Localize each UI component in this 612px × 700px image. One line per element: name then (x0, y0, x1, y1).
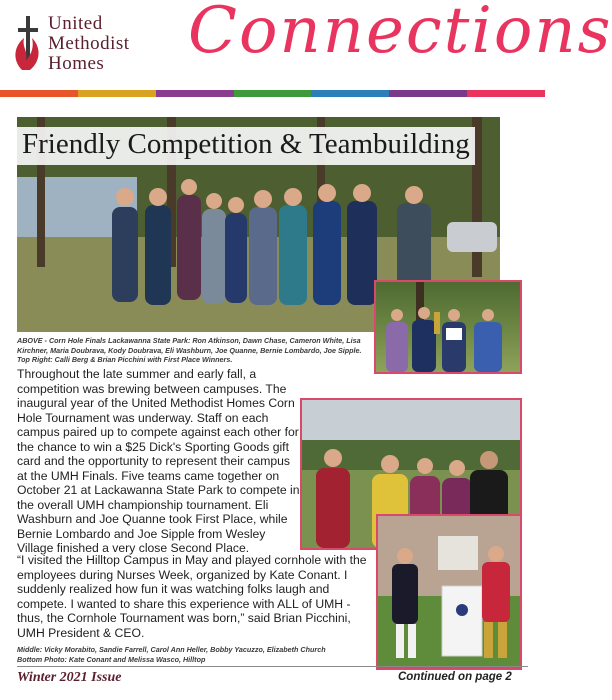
photo-credits (17, 645, 373, 665)
footer-divider (17, 666, 528, 667)
first-place-winners-illustration (376, 282, 520, 372)
color-stripe-segment (156, 90, 234, 97)
org-line-3: Homes (48, 53, 105, 74)
org-line-2: Methodist (48, 33, 130, 54)
organization-name (48, 14, 130, 74)
org-line-1: United (48, 13, 103, 34)
color-stripe-segment (78, 90, 156, 97)
newsletter-masthead: Connections (188, 0, 612, 68)
color-stripe-segment (0, 90, 78, 97)
continued-link[interactable]: Continued on page 2 (398, 671, 512, 683)
color-stripe-bar (0, 90, 545, 97)
first-place-winners-photo (374, 280, 522, 374)
issue-label: Winter 2021 Issue (17, 670, 122, 685)
article-quote: “I visited the Hilltop Campus in May and played cornhole with the employees during Nurses Week, organized by Kate Conant. I suddenly realized how fun it was watching folks laugh and compete. I wanted to share this experience with ALL of UMH - thus, the Cornhole Tournament was born,” said Brian Picchini, UMH President & CEO. (17, 553, 367, 640)
article-body: Throughout the late summer and early fall, a competition was brewing between campuses. The inaugural year of the United Methodist Homes Corn Hole Tournament was underway. Staff on each campus paired up to compete against each other for the chance to win a $25 Dick's Sporting Goods gift card and the opportunity to represent their campus at the UMH Finals. Five teams came together on October 21 at Lackawanna State Park to compete in the overall UMH championship tournament. Eli Washburn and Joe Quanne took First Place, while Bernie Lombardo and Joe Sipple from Wesley Village finished a very close Second Place. (17, 367, 300, 555)
credits-bottom: Bottom Photo: Kate Conant and Melissa Wasco, Hilltop (17, 655, 206, 664)
photo-caption: ABOVE - Corn Hole Finals Lackawanna State Park: Ron Atkinson, Dawn Chase, Cameron White, Lisa Kirchner, Maria Doubrava, Kody Doubrava, Eli Washburn, Joe Quanne, Bernie Lombardo, Joe Sipple. Top Right: Calli Berg & Brian Picchini with First Place Winners. (17, 336, 362, 364)
hilltop-cornhole-illustration (378, 516, 520, 668)
umh-cross-flame-logo (10, 14, 46, 72)
color-stripe-segment (389, 90, 467, 97)
credits-middle: Middle: Vicky Morabito, Sandie Farrell, Carol Ann Heller, Bobby Yacuzzo, Elizabeth Church (17, 645, 326, 654)
hilltop-cornhole-photo (376, 514, 522, 670)
article-headline: Friendly Competition & Teambuilding (22, 128, 470, 160)
color-stripe-segment (467, 90, 545, 97)
color-stripe-segment (234, 90, 312, 97)
color-stripe-segment (311, 90, 389, 97)
